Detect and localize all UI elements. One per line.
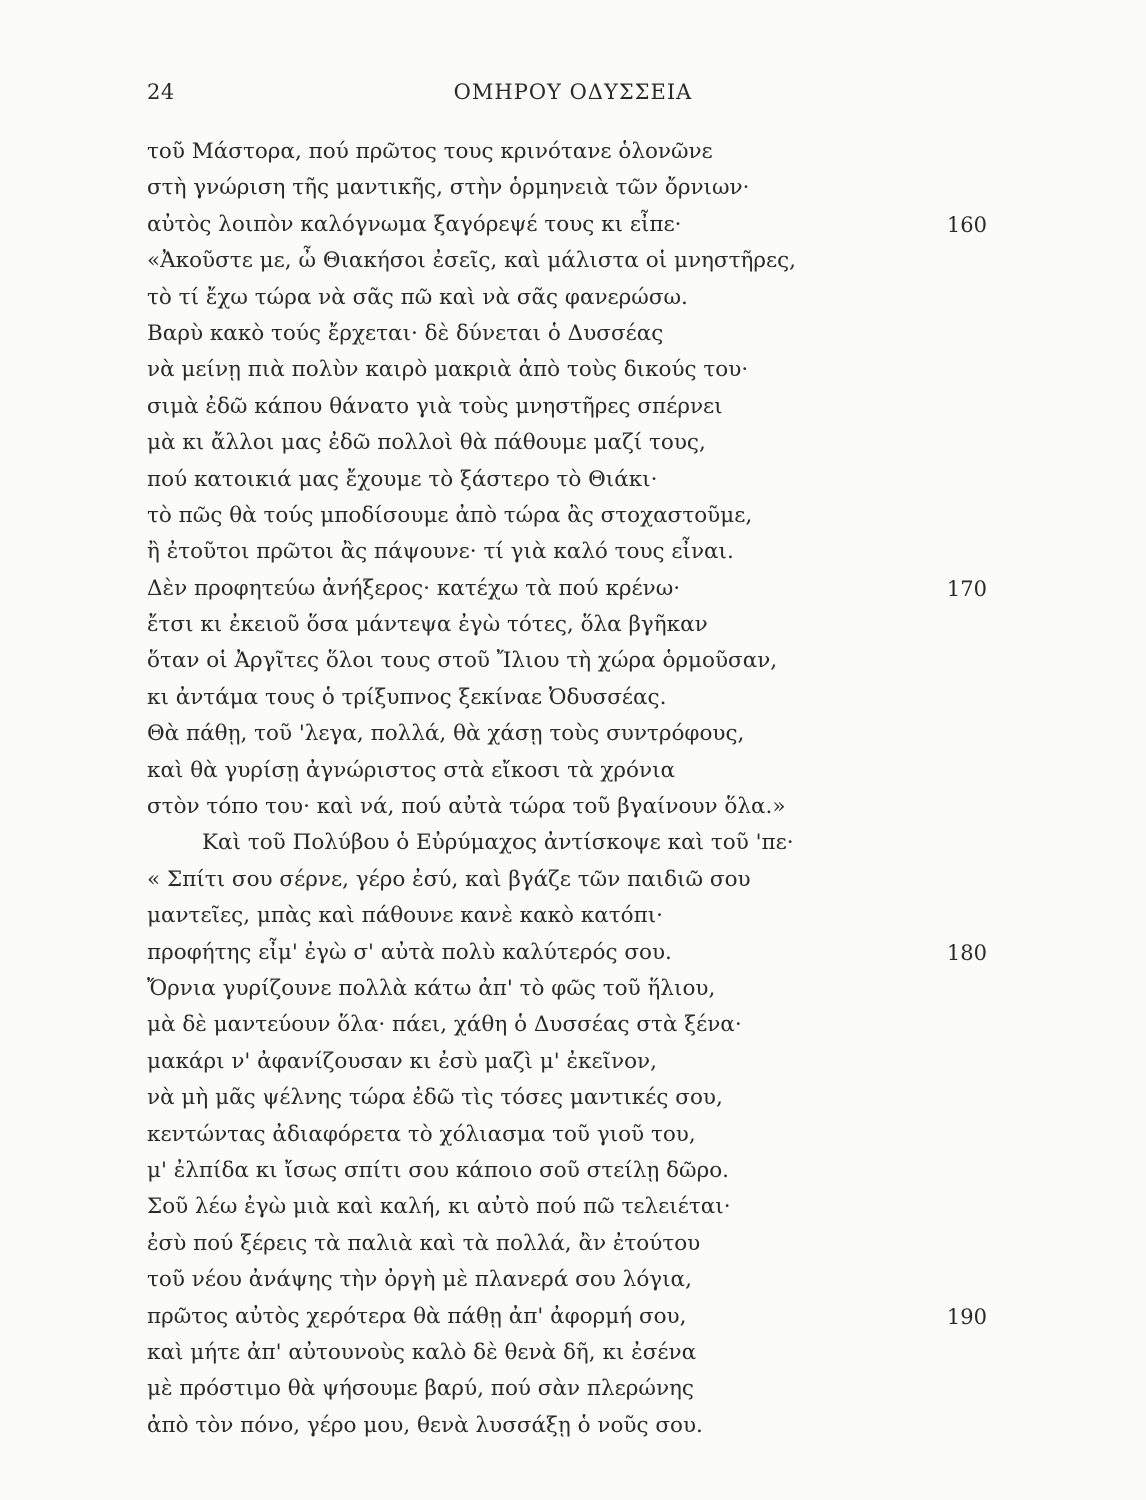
line-number: 160 xyxy=(946,212,987,237)
verse-text: ἔτσι κι ἐκειοῦ ὅσα μάντεψα ἐγὼ τότες, ὅλα βγῆκαν xyxy=(147,612,708,638)
verse-line xyxy=(147,534,987,570)
verse-text: σιμὰ ἐδῶ κάπου θάνατο γιὰ τοὺς μνηστῆρες σπέρνει xyxy=(147,393,723,419)
verse-line xyxy=(147,862,987,898)
verse-text: στὸν τόπο του· καὶ νά, πού αὐτὰ τώρα τοῦ βγαίνουν ὅλα.» xyxy=(147,794,786,820)
verse-line xyxy=(147,1335,987,1371)
verse-text: «Ἀκοῦστε με, ὦ Θιακήσοι ἐσεῖς, καὶ μάλιστα οἱ μνηστῆρες, xyxy=(147,248,797,274)
poem-text xyxy=(147,134,987,1444)
verse-text: κι ἀντάμα τους ὁ τρίξυπνος ξεκίναε Ὀδυσσέας. xyxy=(147,684,667,710)
verse-line xyxy=(147,607,987,643)
verse-text: « Σπίτι σου σέρνε, γέρο ἐσύ, καὶ βγάζε τῶν παιδιῶ σου xyxy=(147,866,751,892)
page-number: 24 xyxy=(147,80,175,104)
verse-line xyxy=(147,680,987,716)
verse-text: Καὶ τοῦ Πολύβου ὁ Εὐρύμαχος ἀντίσκοψε καὶ τοῦ 'πε· xyxy=(202,830,794,856)
verse-line xyxy=(147,243,987,279)
verse-text: ὅταν οἱ Ἀργῖτες ὅλοι τους στοῦ Ἴλιου τὴ χώρα ὁρμοῦσαν, xyxy=(147,648,778,674)
verse-line xyxy=(147,134,987,170)
verse-line xyxy=(147,571,987,607)
verse-text: καὶ θὰ γυρίσῃ ἀγνώριστος στὰ εἴκοσι τὰ χρόνια xyxy=(147,757,676,783)
verse-line xyxy=(147,971,987,1007)
line-number: 190 xyxy=(946,1304,987,1329)
verse-text: νὰ μείνῃ πιὰ πολὺν καιρὸ μακριὰ ἀπὸ τοὺς δικούς του· xyxy=(147,357,749,383)
verse-line xyxy=(147,789,987,825)
verse-line xyxy=(147,898,987,934)
verse-line xyxy=(147,170,987,206)
page-header xyxy=(0,80,1146,110)
verse-line xyxy=(147,389,987,425)
verse-text: κεντώντας ἀδιαφόρετα τὸ χόλιασμα τοῦ γιοῦ του, xyxy=(147,1121,696,1147)
verse-line xyxy=(147,498,987,534)
verse-line xyxy=(147,1262,987,1298)
verse-line xyxy=(147,316,987,352)
verse-line xyxy=(147,352,987,388)
verse-text: πρῶτος αὐτὸς χερότερα θὰ πάθῃ ἀπ' ἀφορμή σου, xyxy=(147,1303,687,1329)
verse-line xyxy=(147,1044,987,1080)
verse-text: τὸ τί ἔχω τώρα νὰ σᾶς πῶ καὶ νὰ σᾶς φανερώσω. xyxy=(147,284,688,310)
verse-text: Σοῦ λέω ἐγὼ μιὰ καὶ καλή, κι αὐτὸ πού πῶ τελειέται· xyxy=(147,1194,731,1220)
verse-line xyxy=(147,935,987,971)
verse-line xyxy=(147,1371,987,1407)
verse-text: μὲ πρόστιμο θὰ ψήσουμε βαρύ, πού σὰν πλερώνης xyxy=(147,1376,694,1402)
verse-line xyxy=(147,1189,987,1225)
verse-line xyxy=(147,1408,987,1444)
verse-line xyxy=(147,280,987,316)
running-title: ΟΜΗΡΟΥ ΟΔΥΣΣΕΙΑ xyxy=(453,80,693,104)
verse-text: Ὄρνια γυρίζουνε πολλὰ κάτω ἀπ' τὸ φῶς τοῦ ἥλιου, xyxy=(147,975,716,1001)
verse-text: στὴ γνώριση τῆς μαντικῆς, στὴν ὁρμηνειὰ τῶν ὄρνιων· xyxy=(147,175,750,201)
line-number: 170 xyxy=(946,576,987,601)
verse-line xyxy=(147,716,987,752)
verse-line xyxy=(147,425,987,461)
verse-line xyxy=(147,1117,987,1153)
verse-text: μ' ἐλπίδα κι ἴσως σπίτι σου κάποιο σοῦ στείλῃ δῶρο. xyxy=(147,1157,730,1183)
verse-text: μὰ κι ἄλλοι μας ἐδῶ πολλοὶ θὰ πάθουμε μαζί τους, xyxy=(147,430,706,456)
verse-text: μὰ δὲ μαντεύουν ὅλα· πάει, χάθη ὁ Δυσσέας στὰ ξένα· xyxy=(147,1012,742,1038)
verse-line xyxy=(147,1226,987,1262)
verse-line xyxy=(147,462,987,498)
verse-line xyxy=(147,207,987,243)
verse-text: νὰ μὴ μᾶς ψέλνης τώρα ἐδῶ τὶς τόσες μαντικές σου, xyxy=(147,1085,723,1111)
verse-text: προφήτης εἶμ' ἐγὼ σ' αὐτὰ πολὺ καλύτερός σου. xyxy=(147,939,672,965)
verse-text: αὐτὸς λοιπὸν καλόγνωμα ξαγόρεψέ τους κι εἶπε· xyxy=(147,211,682,237)
verse-line xyxy=(147,1080,987,1116)
line-number: 180 xyxy=(946,940,987,965)
verse-line xyxy=(147,643,987,679)
verse-text: ἀπὸ τὸν πόνο, γέρο μου, θενὰ λυσσάξῃ ὁ νοῦς σου. xyxy=(147,1412,703,1438)
verse-text: μακάρι ν' ἀφανίζουσαν κι ἐσὺ μαζὶ μ' ἐκεῖνον, xyxy=(147,1048,657,1074)
verse-text: ἐσὺ πού ξέρεις τὰ παλιὰ καὶ τὰ πολλά, ἂν ἐτούτου xyxy=(147,1230,701,1256)
verse-line xyxy=(147,1299,987,1335)
verse-text: Βαρὺ κακὸ τούς ἔρχεται· δὲ δύνεται ὁ Δυσσέας xyxy=(147,320,664,346)
verse-text: τοῦ νέου ἀνάψης τὴν ὀργὴ μὲ πλανερά σου λόγια, xyxy=(147,1267,692,1293)
verse-text: ἢ ἐτοῦτοι πρῶτοι ἂς πάψουνε· τί γιὰ καλό τους εἶναι. xyxy=(147,539,734,565)
verse-text: καὶ μήτε ἀπ' αὐτουνοὺς καλὸ δὲ θενὰ δῆ, κι ἐσένα xyxy=(147,1339,697,1365)
verse-line xyxy=(147,1153,987,1189)
verse-text: μαντεῖες, μπὰς καὶ πάθουνε κανὲ κακὸ κατόπι· xyxy=(147,903,663,929)
verse-line xyxy=(147,753,987,789)
verse-line xyxy=(147,1007,987,1043)
verse-text: Θὰ πάθῃ, τοῦ 'λεγα, πολλά, θὰ χάσῃ τοὺς συντρόφους, xyxy=(147,721,745,747)
verse-line xyxy=(147,825,987,861)
verse-text: τὸ πῶς θὰ τούς μποδίσουμε ἀπὸ τώρα ἂς στοχαστοῦμε, xyxy=(147,502,753,528)
verse-text: Δὲν προφητεύω ἀνήξερος· κατέχω τὰ πού κρένω· xyxy=(147,575,681,601)
verse-text: πού κατοικιά μας ἔχουμε τὸ ξάστερο τὸ Θιάκι· xyxy=(147,466,658,492)
verse-text: τοῦ Μάστορα, πού πρῶτος τους κρινότανε ὁλονῶνε xyxy=(147,139,713,164)
